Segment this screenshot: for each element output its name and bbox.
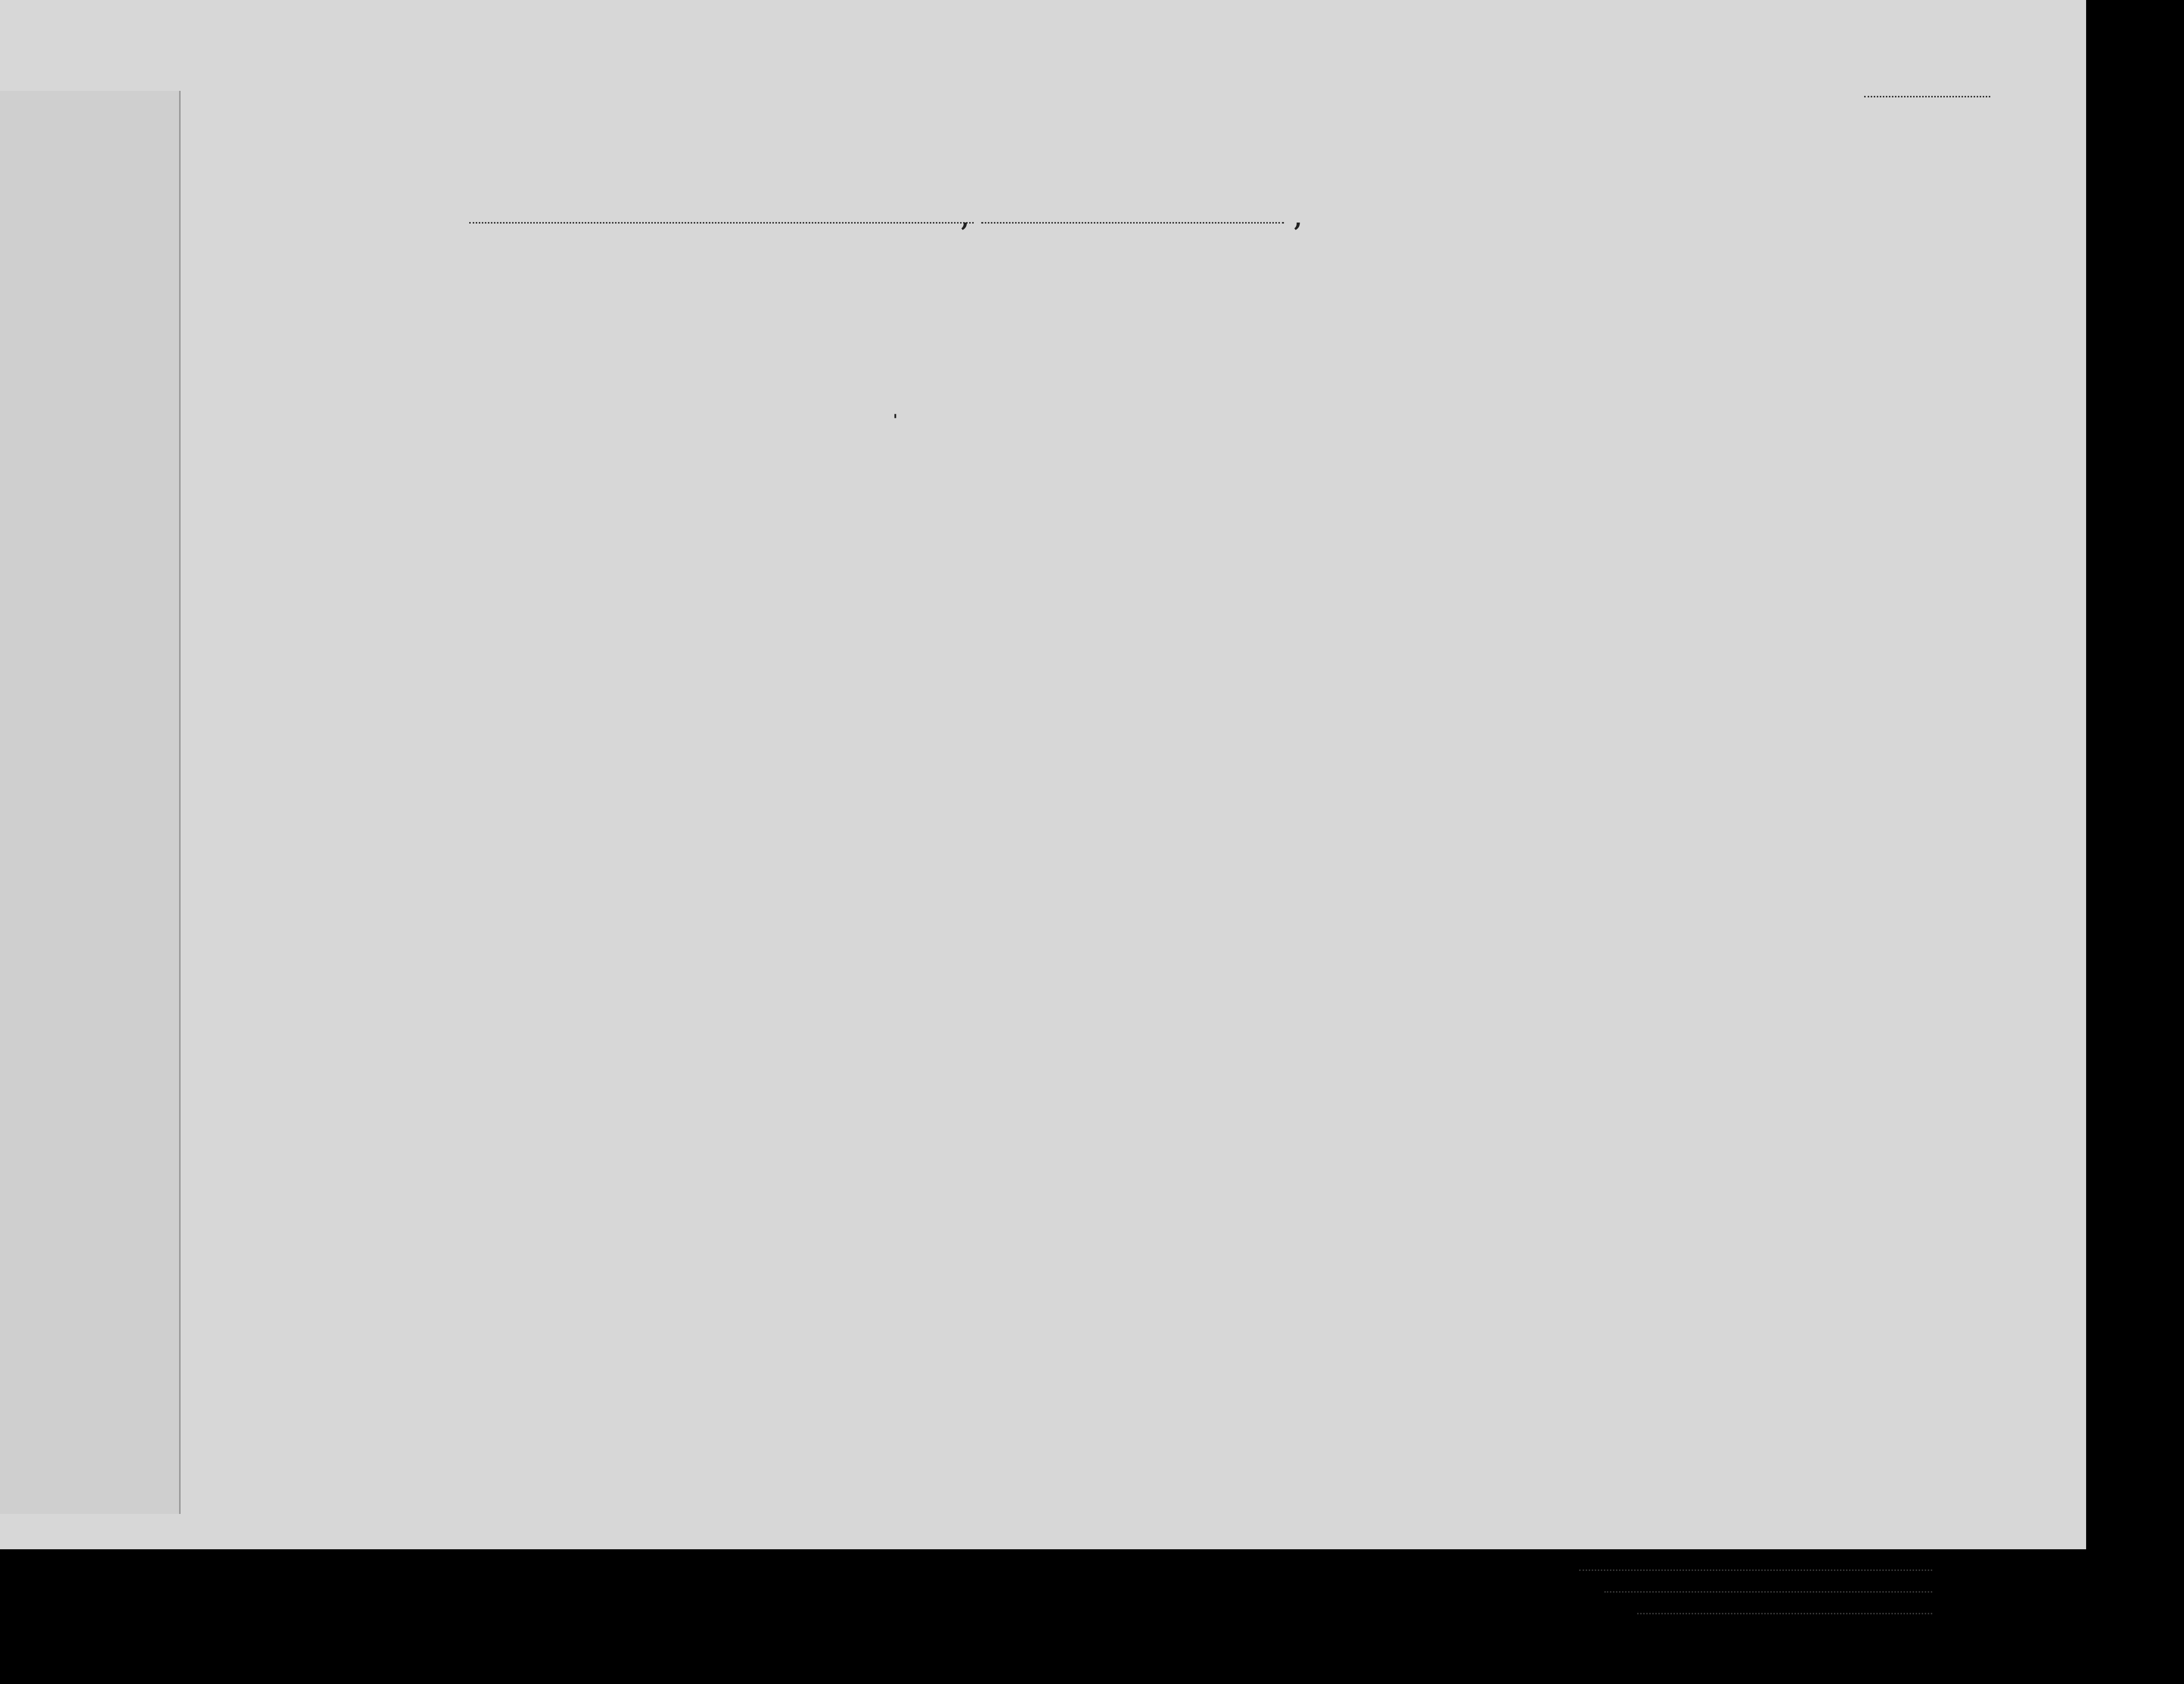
excluded-header [1565, 293, 1586, 401]
comma-mark: , [961, 204, 970, 232]
possession-50-header [820, 280, 848, 404]
feet-header [1731, 363, 1749, 399]
return-country-header [1274, 308, 1302, 401]
date-fill-line [981, 222, 1284, 224]
right-edge-shadow [2086, 0, 2100, 1549]
local-agents-fill [1637, 1613, 1932, 1614]
ticket-header [694, 280, 721, 404]
list-number-line [1864, 96, 1990, 97]
inches-header [1753, 353, 1771, 399]
line-fill [1579, 1569, 1932, 1571]
port-fill-line [469, 222, 974, 224]
comma-mark-2: , [1294, 204, 1303, 232]
polygamist-header [1420, 293, 1438, 401]
prison-header [1380, 293, 1410, 401]
overthrow-header [1468, 293, 1524, 401]
arrested-header [1589, 293, 1609, 401]
stray-mark: ' [893, 411, 898, 429]
anarchist-header [1444, 293, 1462, 401]
labor-offer-header [1528, 293, 1563, 401]
length-time-header [1314, 308, 1337, 401]
owners-fill [1604, 1591, 1932, 1593]
become-citizen-header [1347, 308, 1370, 401]
